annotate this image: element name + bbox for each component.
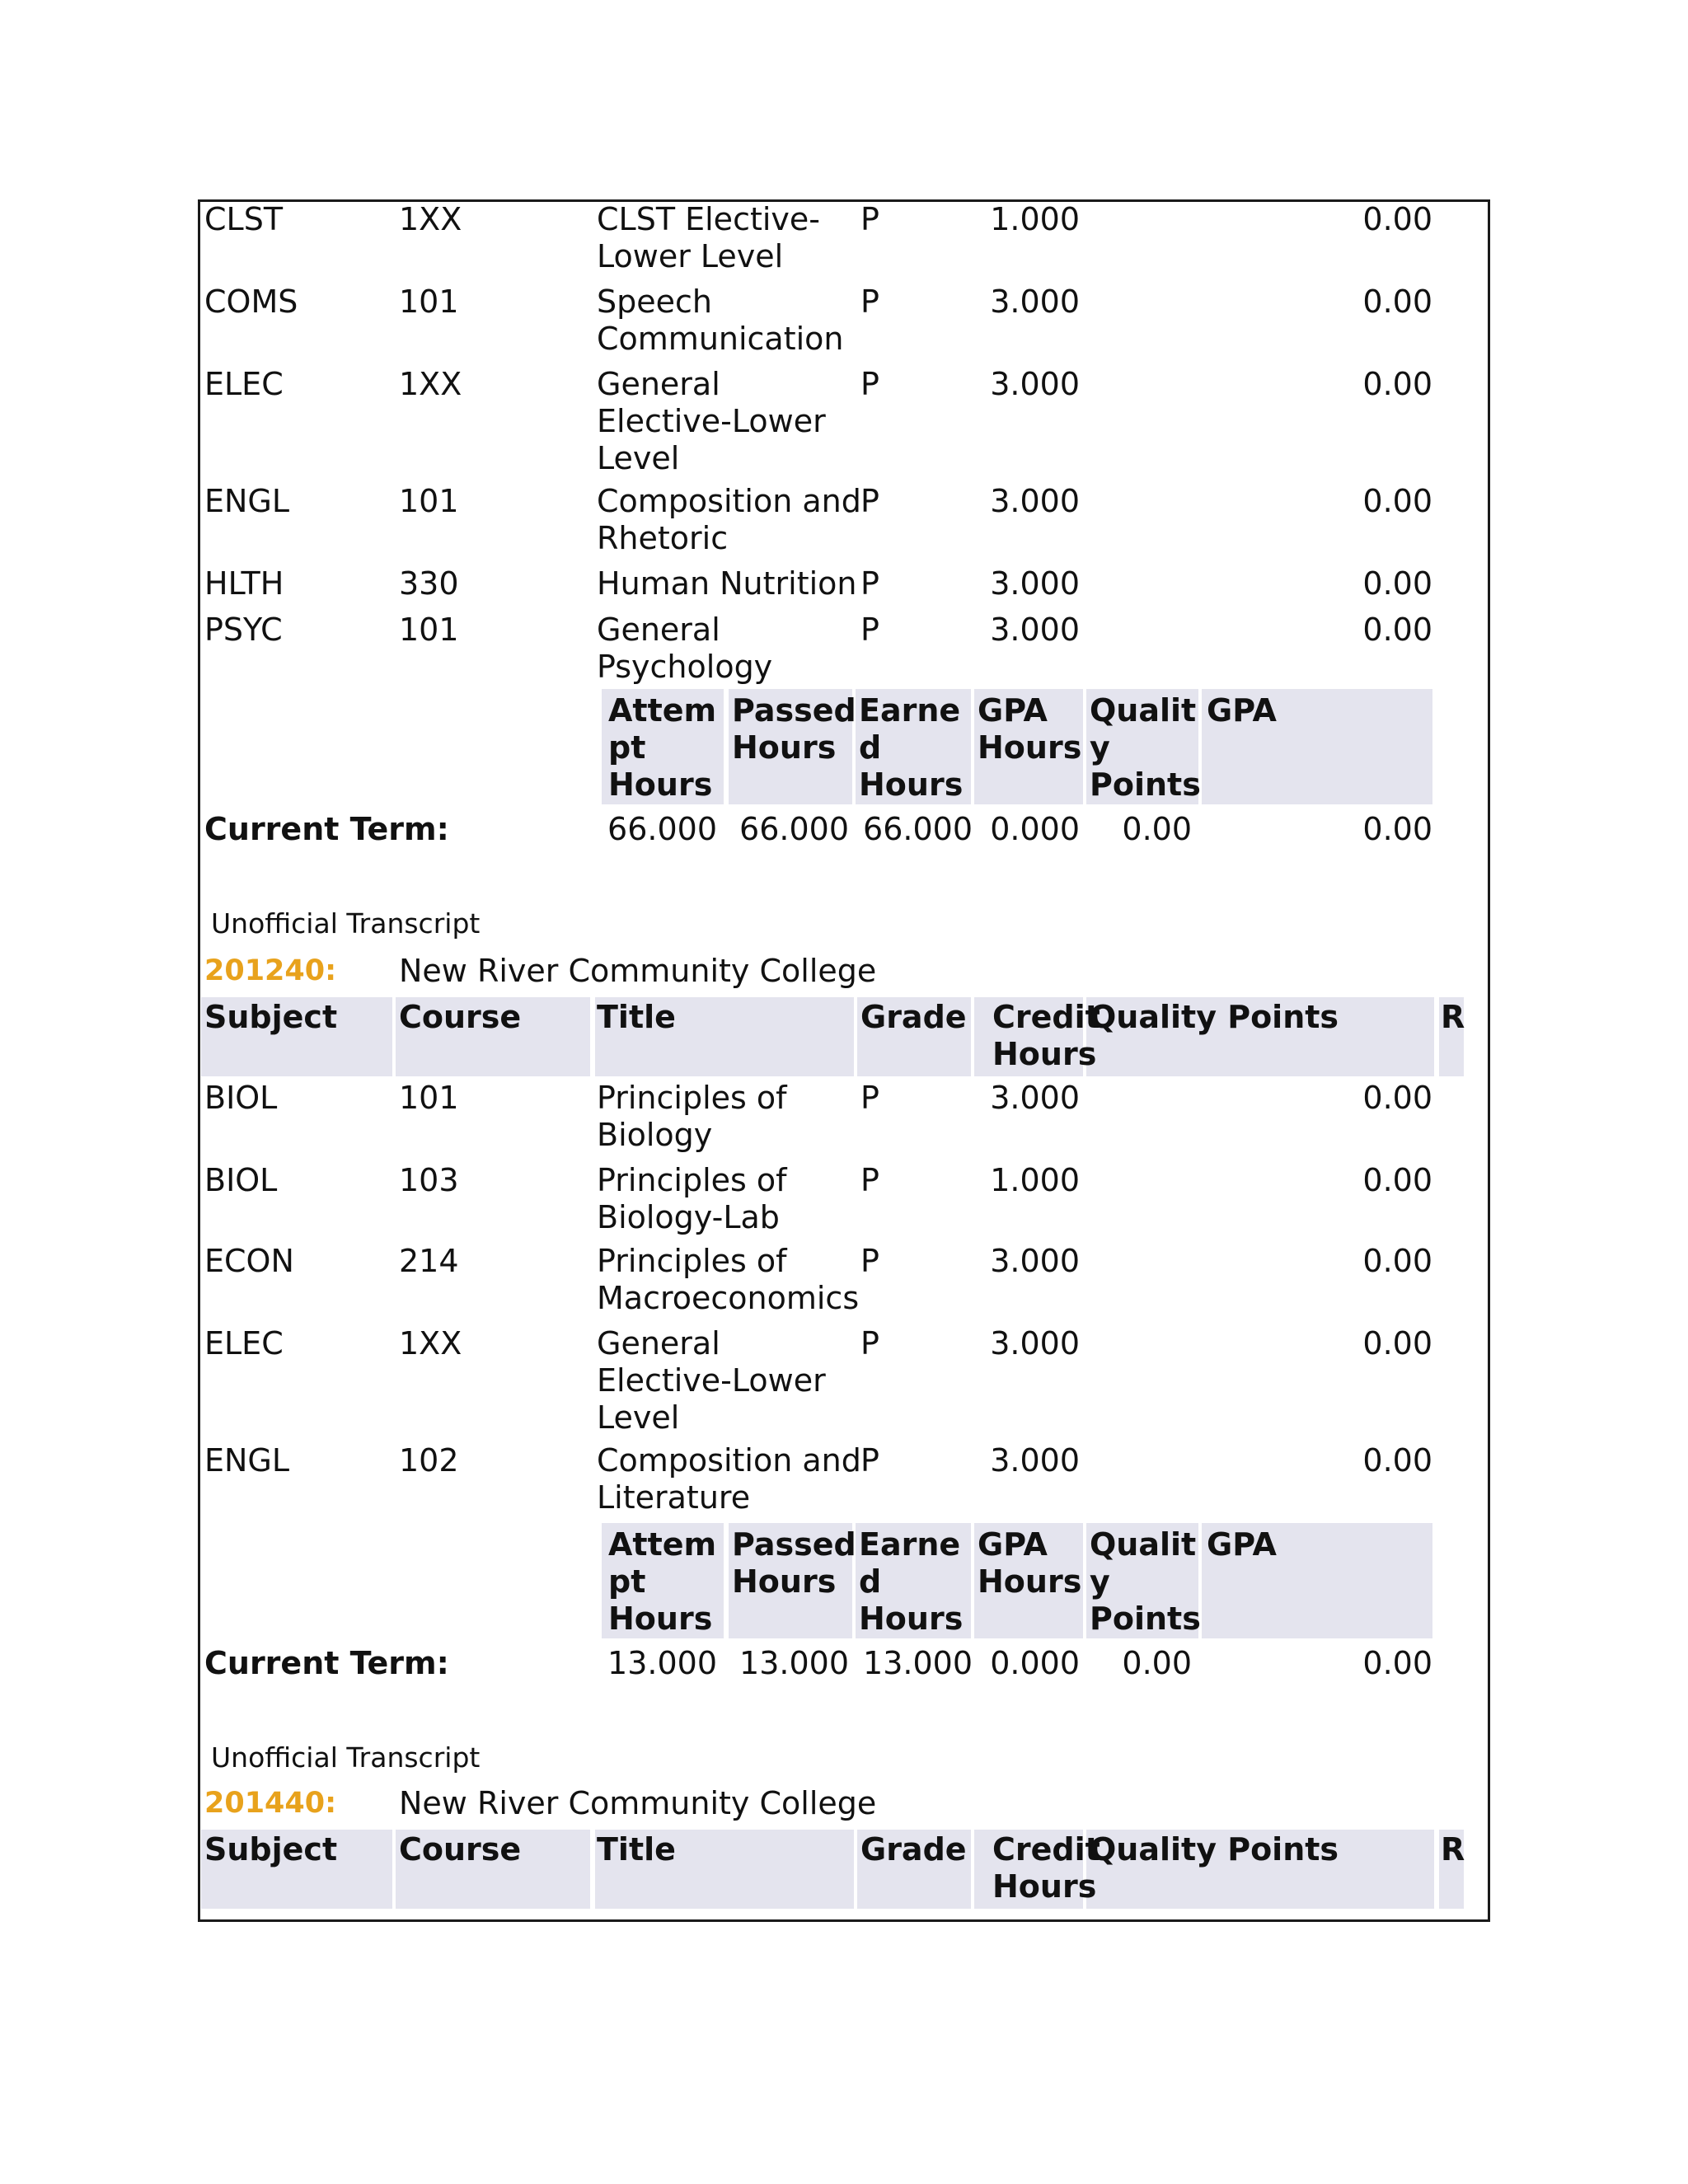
course-grade: P — [860, 1243, 879, 1279]
course-credit-hours: 3.000 — [990, 1080, 1080, 1116]
term-code: 201440: — [204, 1787, 337, 1820]
course-number: 101 — [399, 1080, 459, 1116]
course-grade: P — [860, 1162, 879, 1198]
totals-value: 0.00 — [1122, 1645, 1192, 1681]
col-header-grade: Grade — [860, 999, 967, 1035]
totals-header-label: Hours — [608, 1601, 713, 1637]
course-subject: BIOL — [204, 1162, 278, 1198]
totals-value: 13.000 — [607, 1645, 717, 1681]
col-header-subject: Subject — [204, 1831, 338, 1868]
totals-header-label: Hours — [978, 729, 1082, 766]
col-header-quality-points: Quality Points — [1090, 1831, 1339, 1868]
totals-header-label: GPA — [1207, 692, 1277, 729]
course-grade: P — [860, 284, 879, 320]
course-number: 214 — [399, 1243, 459, 1279]
course-credit-hours: 3.000 — [990, 565, 1080, 602]
course-quality-points: 0.00 — [1362, 1162, 1432, 1198]
totals-header-label: pt — [608, 729, 646, 766]
course-title: Level — [597, 1399, 680, 1436]
col-header-credit-hours: Hours — [992, 1868, 1097, 1905]
course-credit-hours: 3.000 — [990, 483, 1080, 519]
course-quality-points: 0.00 — [1362, 565, 1432, 602]
totals-header-label: Passed — [732, 1526, 856, 1563]
course-credit-hours: 3.000 — [990, 1243, 1080, 1279]
course-title: Principles of — [597, 1243, 787, 1279]
course-title: Composition and — [597, 1442, 861, 1479]
transcript-caption: Unofficial Transcript — [211, 907, 481, 940]
totals-header-label: Qualit — [1090, 1526, 1197, 1563]
course-credit-hours: 1.000 — [990, 201, 1080, 237]
totals-value: 13.000 — [863, 1645, 973, 1681]
institution-name: New River Community College — [399, 1785, 877, 1821]
col-header-title: Title — [597, 1831, 676, 1868]
course-title: Biology — [597, 1117, 713, 1153]
course-credit-hours: 3.000 — [990, 612, 1080, 648]
course-title: Speech — [597, 284, 712, 320]
course-subject: CLST — [204, 201, 284, 237]
col-header-quality-points: Quality Points — [1090, 999, 1339, 1035]
course-number: 1XX — [399, 366, 462, 402]
totals-value: 66.000 — [863, 811, 973, 847]
course-subject: ENGL — [204, 1442, 290, 1479]
totals-header-label: GPA — [1207, 1526, 1277, 1563]
course-title: General — [597, 1325, 720, 1361]
totals-header-label: Earne — [859, 692, 961, 729]
totals-value: 66.000 — [739, 811, 849, 847]
col-header-credit-hours: Hours — [992, 1036, 1097, 1072]
course-number: 1XX — [399, 1325, 462, 1361]
course-title: Human Nutrition — [597, 565, 857, 602]
course-title: Psychology — [597, 649, 773, 685]
totals-header-label: Earne — [859, 1526, 961, 1563]
course-quality-points: 0.00 — [1362, 366, 1432, 402]
totals-header-label: Hours — [608, 766, 713, 803]
course-quality-points: 0.00 — [1362, 1080, 1432, 1116]
course-title: Literature — [597, 1479, 751, 1516]
current-term-label: Current Term: — [204, 811, 449, 847]
course-number: 330 — [399, 565, 459, 602]
course-title: Level — [597, 440, 680, 476]
course-quality-points: 0.00 — [1362, 483, 1432, 519]
totals-header-label: Points — [1090, 766, 1201, 803]
col-header-course: Course — [399, 999, 522, 1035]
course-credit-hours: 1.000 — [990, 1162, 1080, 1198]
totals-header-label: Attem — [608, 692, 717, 729]
transcript-caption: Unofficial Transcript — [211, 1741, 481, 1774]
totals-header-label: y — [1090, 729, 1110, 766]
course-title: Principles of — [597, 1162, 787, 1198]
course-quality-points: 0.00 — [1362, 612, 1432, 648]
col-header-r: R — [1441, 999, 1465, 1035]
col-header-title: Title — [597, 999, 676, 1035]
course-grade: P — [860, 1325, 879, 1361]
course-quality-points: 0.00 — [1362, 1442, 1432, 1479]
totals-header-label: Hours — [859, 766, 964, 803]
course-quality-points: 0.00 — [1362, 284, 1432, 320]
totals-header-label: Hours — [732, 729, 837, 766]
course-number: 101 — [399, 284, 459, 320]
totals-value: 13.000 — [739, 1645, 849, 1681]
course-subject: ENGL — [204, 483, 290, 519]
totals-header-label: Hours — [859, 1601, 964, 1637]
course-credit-hours: 3.000 — [990, 366, 1080, 402]
course-credit-hours: 3.000 — [990, 1442, 1080, 1479]
current-term-label: Current Term: — [204, 1645, 449, 1681]
course-title: Elective-Lower — [597, 403, 826, 439]
totals-header-label: Passed — [732, 692, 856, 729]
course-subject: COMS — [204, 284, 298, 320]
course-subject: ELEC — [204, 366, 284, 402]
col-header-credit-hours: Credit — [992, 1831, 1100, 1868]
totals-header-label: Hours — [978, 1563, 1082, 1600]
totals-value: 0.00 — [1122, 811, 1192, 847]
col-header-credit-hours: Credit — [992, 999, 1100, 1035]
totals-value: 0.000 — [990, 1645, 1080, 1681]
totals-header-label: d — [859, 729, 882, 766]
course-grade: P — [860, 201, 879, 237]
totals-value: 0.000 — [990, 811, 1080, 847]
course-credit-hours: 3.000 — [990, 284, 1080, 320]
course-title: CLST Elective- — [597, 201, 820, 237]
totals-value: 0.00 — [1362, 811, 1432, 847]
course-title: General — [597, 612, 720, 648]
course-grade: P — [860, 483, 879, 519]
totals-header-label: Qualit — [1090, 692, 1197, 729]
term-code: 201240: — [204, 954, 337, 987]
totals-header-label: pt — [608, 1563, 646, 1600]
totals-value: 0.00 — [1362, 1645, 1432, 1681]
course-title: Communication — [597, 321, 844, 357]
col-header-r: R — [1441, 1831, 1465, 1868]
course-title: Macroeconomics — [597, 1280, 860, 1316]
course-number: 102 — [399, 1442, 459, 1479]
course-subject: BIOL — [204, 1080, 278, 1116]
course-subject: HLTH — [204, 565, 284, 602]
totals-header-label: Attem — [608, 1526, 717, 1563]
totals-header-label: GPA — [978, 692, 1048, 729]
totals-header-label: GPA — [978, 1526, 1048, 1563]
course-subject: ECON — [204, 1243, 294, 1279]
col-header-course: Course — [399, 1831, 522, 1868]
totals-header-label: Points — [1090, 1601, 1201, 1637]
institution-name: New River Community College — [399, 953, 877, 989]
course-grade: P — [860, 565, 879, 602]
course-quality-points: 0.00 — [1362, 1243, 1432, 1279]
course-title: Lower Level — [597, 238, 784, 274]
course-subject: PSYC — [204, 612, 283, 648]
totals-header-label: y — [1090, 1563, 1110, 1600]
course-credit-hours: 3.000 — [990, 1325, 1080, 1361]
course-subject: ELEC — [204, 1325, 284, 1361]
course-number: 101 — [399, 483, 459, 519]
course-title: General — [597, 366, 720, 402]
course-grade: P — [860, 366, 879, 402]
course-grade: P — [860, 612, 879, 648]
course-title: Principles of — [597, 1080, 787, 1116]
totals-value: 66.000 — [607, 811, 717, 847]
totals-header-label: d — [859, 1563, 882, 1600]
col-header-subject: Subject — [204, 999, 338, 1035]
course-number: 103 — [399, 1162, 459, 1198]
totals-header-label: Hours — [732, 1563, 837, 1600]
course-grade: P — [860, 1442, 879, 1479]
course-title: Composition and — [597, 483, 861, 519]
course-grade: P — [860, 1080, 879, 1116]
course-number: 1XX — [399, 201, 462, 237]
course-title: Rhetoric — [597, 520, 729, 556]
course-title: Biology-Lab — [597, 1199, 780, 1235]
course-title: Elective-Lower — [597, 1362, 826, 1399]
course-quality-points: 0.00 — [1362, 1325, 1432, 1361]
course-number: 101 — [399, 612, 459, 648]
course-quality-points: 0.00 — [1362, 201, 1432, 237]
col-header-grade: Grade — [860, 1831, 967, 1868]
